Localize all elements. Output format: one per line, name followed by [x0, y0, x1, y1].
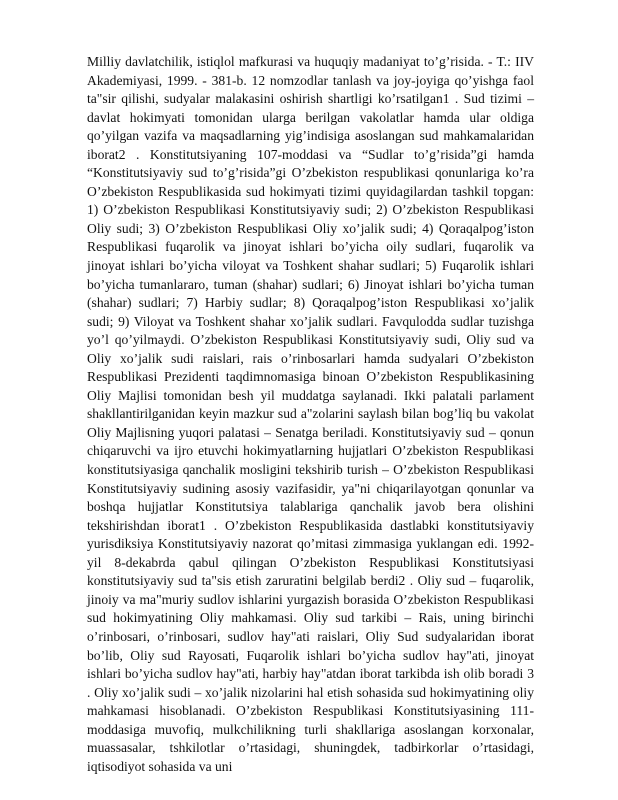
body-paragraph: Milliy davlatchilik, istiqlol mafkurasi va huquqiy madaniyat to’g’risida. - T.: IIV Akademiyasi, 1999. - 381-b. 12 nomzodlar tanlash va joy-joyiga qo’yishga faol ta"sir qilishi, sudyalar malakasini oshirish shartligi ko’rsatilgan1 . Sud tizimi – davlat hokimyati tomonidan ularga berilgan vakolatlar hamda ular oldiga qo’yilgan vazifa va maqsadlarning yig’indisiga asoslangan sud mahkamalaridan iborat2 . Konstitutsiyaning 107-moddasi va “Sudlar to’g’risida”gi hamda “Konstitutsiyaviy sud to’g’risida”gi O’zbekiston respublikasi qonunlariga ko’ra O’zbekiston Respublikasida sud hokimyati tizimi quyidagilardan tashkil topgan: 1) O’zbekiston Respublikasi Konstitutsiyaviy sudi; 2) O’zbekiston Respublikasi Oliy sudi; 3) O’zbekiston Respublikasi Oliy xo’jalik sudi; 4) Qoraqalpog’iston Respublikasi fuqarolik va jinoyat ishlari bo’yicha oily sudlari, fuqarolik va jinoyat ishlari bo’yicha viloyat va Toshkent shahar sudlari; 5) Fuqarolik ishlari bo’yicha tumanlararo, tuman (shahar) sudlari; 6) Jinoyat ishlari bo’yicha tuman (shahar) sudlari; 7) Harbiy sudlar; 8) Qoraqalpog’iston Respublikasi xo’jalik sudi; 9) Viloyat va Toshkent shahar xo’jalik sudlari. Favqulodda sudlar tuzishga yo’l qo’yilmaydi. O’zbekiston Respublikasi Konstitutsiyaviy sudi, Oliy sud va Oliy xo’jalik sudi raislari, rais o’rinbosarlari hamda sudyalari O’zbekiston Respublikasi Prezidenti taqdimnomasiga binoan O’zbekiston Respublikasining Oliy Majlisi tomonidan besh yil muddatga saylanadi. Ikki palatali parlament shakllantirilganidan keyin mazkur sud a"zolarini saylash bilan bog’liq bu vakolat Oliy Majlisning yuqori palatasi – Senatga beriladi. Konstitutsiyaviy sud – qonun chiqaruvchi va ijro etuvchi hokimyatlarning hujjatlari O’zbekiston Respublikasi konstitutsiyasiga qanchalik mosligini tekshirib turish – O’zbekiston Respublikasi Konstitutsiyaviy sudining asosiy vazifasidir, ya"ni chiqarilayotgan qonunlar va boshqa hujjatlar Konstitutsiya talablariga qanchalik javob bera olishini tekshirishdan iborat1 . O’zbekiston Respublikasida dastlabki konstitutsiyaviy yurisdiksiya Konstitutsiyaviy nazorat qo’mitasi zimmasiga yuklangan edi. 1992-yil 8-dekabrda qabul qilingan O’zbekiston Respublikasi Konstitutsiyasi konstitutsiyaviy sud ta"sis etish zaruratini belgilab berdi2 . Oliy sud – fuqarolik, jinoiy va ma"muriy sudlov ishlarini yurgazish borasida O’zbekiston Respublikasi sud hokimyatining Oliy mahkamasi. Oliy sud tarkibi – Rais, uning birinchi o’rinbosari, o’rinbosari, sudlov hay"ati raislari, Oliy Sud sudyalaridan iborat bo’lib, Oliy sud Rayosati, Fuqarolik ishlari bo’yicha sudlov hay"ati, jinoyat ishlari bo’yicha sudlov hay"ati, harbiy hay"atdan iborat tarkibda ish olib boradi 3 . Oliy xo’jalik sudi – xo’jalik nizolarini hal etish sohasida sud hokimyatining oliy mahkamasi hisoblanadi. O’zbekiston Respublikasi Konstitutsiyasining 111- moddasiga muvofiq, mulkchilikning turli shakllariga asoslangan korxonalar, muassasalar, tshkilotlar o’rtasidagi, shuningdek, tadbirkorlar o’rtasidagi, iqtisodiyot sohasida va uni [87, 54, 534, 774]
